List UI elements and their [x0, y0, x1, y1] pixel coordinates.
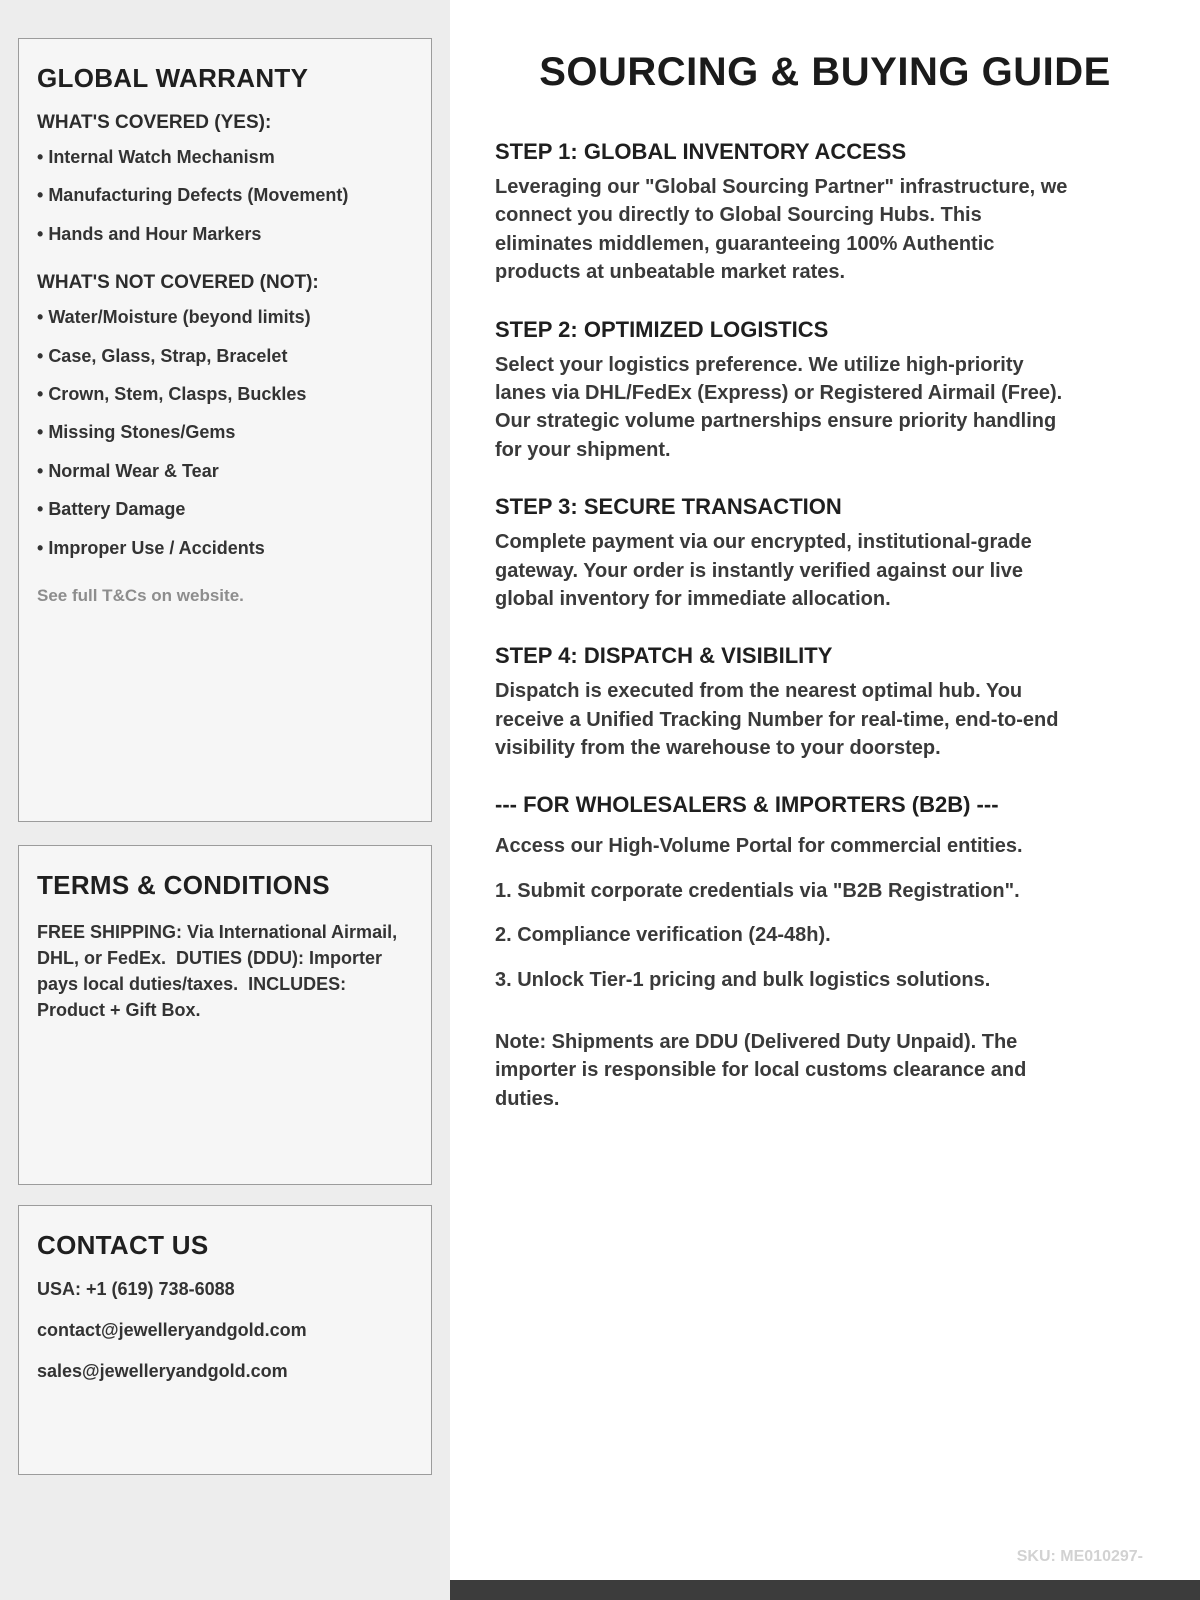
warranty-panel — [18, 38, 432, 822]
b2b-heading: --- FOR WHOLESALERS & IMPORTERS (B2B) --- — [495, 792, 999, 818]
step-2-heading: STEP 2: OPTIMIZED LOGISTICS — [495, 316, 829, 342]
covered-heading: WHAT'S COVERED (YES): — [37, 112, 272, 133]
step-2 — [495, 317, 1080, 465]
step-3-body: Complete payment via our encrypted, institutional-grade gateway. Your order is instantly verified against our live global inventory for immediate allocation. — [495, 531, 1032, 610]
terms-body: FREE SHIPPING: Via International Airmail, DHL, or FedEx. DUTIES (DDU): Importer pays local duties/taxes. INCLUDES: Product + Gift Box. — [37, 922, 403, 1021]
list-item: • Battery Damage — [37, 498, 413, 521]
not-covered-heading: WHAT'S NOT COVERED (NOT): — [37, 272, 319, 294]
list-item: • Missing Stones/Gems — [37, 421, 413, 444]
b2b-item-2: 2. Compliance verification (24-48h). — [495, 924, 831, 947]
b2b-intro: Access our High-Volume Portal for commercial entities. — [495, 835, 1023, 858]
list-item: • Case, Glass, Strap, Bracelet — [37, 345, 413, 368]
step-4-body: Dispatch is executed from the nearest optimal hub. You receive a Unified Tracking Number for real-time, end-to-end visibility from the warehouse to your doorstep. — [495, 680, 1059, 760]
warranty-footnote: See full T&Cs on website. — [37, 585, 244, 605]
list-item: • Hands and Hour Markers — [37, 223, 413, 246]
sku-label: SKU: ME010297- — [1016, 1548, 1143, 1565]
b2b-item-1: 1. Submit corporate credentials via "B2B Registration". — [495, 879, 1020, 902]
list-item: • Crown, Stem, Clasps, Buckles — [37, 383, 413, 406]
list-item: • Improper Use / Accidents — [37, 537, 413, 560]
contact-title: CONTACT US — [37, 1230, 209, 1260]
step-4-heading: STEP 4: DISPATCH & VISIBILITY — [495, 643, 833, 669]
step-1-body: Leveraging our "Global Sourcing Partner" infrastructure, we connect you directly to Global Sourcing Hubs. This eliminates middlemen, guaranteeing 100% Authentic products at unbeatable market rates. — [495, 176, 1068, 284]
list-item: • Water/Moisture (beyond limits) — [37, 306, 413, 329]
step-1 — [495, 139, 1080, 287]
contact-phone: USA: +1 (619) 738-6088 — [37, 1279, 235, 1299]
page-title: SOURCING & BUYING GUIDE — [539, 50, 1111, 94]
bottom-bar — [450, 1580, 1200, 1600]
step-1-heading: STEP 1: GLOBAL INVENTORY ACCESS — [495, 139, 907, 164]
contact-panel — [18, 1205, 432, 1475]
list-item: • Manufacturing Defects (Movement) — [37, 184, 413, 207]
step-3-heading: STEP 3: SECURE TRANSACTION — [495, 494, 842, 520]
main-footer — [495, 1548, 1155, 1600]
terms-panel — [18, 845, 432, 1185]
b2b-item-3: 3. Unlock Tier-1 pricing and bulk logistics solutions. — [495, 968, 991, 991]
contact-email-sales: sales@jewelleryandgold.com — [37, 1361, 288, 1381]
not-covered-list — [37, 306, 413, 560]
b2b-note: Note: Shipments are DDU (Delivered Duty Unpaid). The importer is responsible for local customs clearance and duties. — [495, 1031, 1027, 1110]
step-3 — [495, 494, 1080, 613]
contact-email-primary: contact@jewelleryandgold.com — [37, 1320, 307, 1340]
terms-title: TERMS & CONDITIONS — [37, 870, 330, 900]
covered-list — [37, 146, 413, 246]
main-content — [450, 0, 1200, 1600]
list-item: • Internal Watch Mechanism — [37, 146, 413, 169]
sidebar — [0, 0, 450, 1600]
b2b-section — [495, 792, 1095, 1113]
list-item: • Normal Wear & Tear — [37, 460, 413, 483]
step-2-body: Select your logistics preference. We utilize high-priority lanes via DHL/FedEx (Express) or Registered Airmail (Free). Our strategic volume partnerships ensure priority handling for your shipment. — [495, 353, 1063, 461]
warranty-title: GLOBAL WARRANTY — [37, 63, 309, 93]
step-4 — [495, 643, 1080, 762]
